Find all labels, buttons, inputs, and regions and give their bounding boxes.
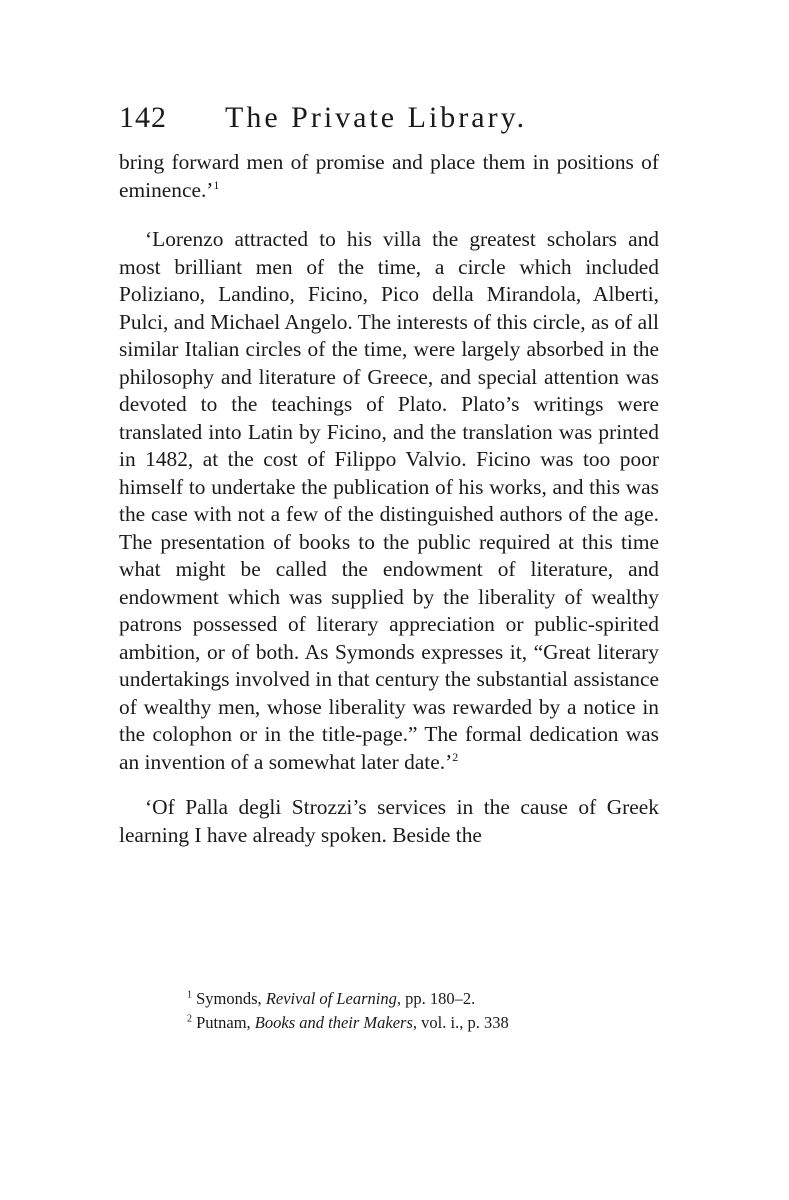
- body-text: [119, 149, 659, 849]
- footnote-title: Books and their Makers: [254, 1013, 413, 1032]
- running-header: [119, 98, 664, 138]
- footnote: [187, 1011, 647, 1035]
- paragraph-continued: [119, 149, 659, 204]
- running-title: The Private Library.: [225, 101, 528, 134]
- paragraph-text: bring forward men of promise and place them in positions of eminence.’: [119, 150, 659, 202]
- footnote-reference: 1: [213, 177, 220, 192]
- footnote-mark: 2: [187, 1013, 192, 1025]
- footnotes: [187, 987, 647, 1035]
- paragraph-text: ‘Of Palla degli Strozzi’s services in the cause of Greek learning I have already spoken. Beside the: [119, 795, 659, 847]
- paragraph: [119, 794, 659, 849]
- footnote-author: Putnam,: [196, 1013, 251, 1032]
- footnote-mark: 1: [187, 989, 192, 1001]
- page-number: 142: [119, 101, 167, 134]
- paragraph: [119, 226, 659, 776]
- footnote-author: Symonds,: [196, 989, 262, 1008]
- footnote-reference: 2: [452, 749, 459, 764]
- footnote-title: Revival of Learning: [265, 989, 397, 1008]
- footnote-pages: , vol. i., p. 338: [412, 1013, 509, 1032]
- paragraph-text: ‘Lorenzo attracted to his villa the greatest scholars and most brilliant men of the time, a circle which included Poliziano, Landino, Ficino, Pico della Mirandola, Alberti, Pulci, and Michael Angelo. The interests of this circle, as of all similar Italian circles of the time, were largely absorbed in the philosophy and literature of Greece, and special attention was devoted to the teachings of Plato. Plato’s writings were translated into Latin by Ficino, and the translation was printed in 1482, at the cost of Filippo Valvio. Ficino was too poor himself to undertake the publication of his works, and this was the case with not a few of the distinguished authors of the age. The presentation of books to the public required at this time what might be called the endowment of literature, and endowment which was supplied by the liberality of wealthy patrons possessed of literary appreciation or public-spirited ambition, or of both. As Symonds expresses it, “Great literary undertakings involved in that century the substantial assistance of wealthy men, whose liberality was rewarded by a notice in the colophon or in the title-page.” The formal dedication was an invention of a somewhat later date.’: [119, 227, 659, 774]
- footnote: [187, 987, 647, 1011]
- footnote-pages: , pp. 180–2.: [396, 989, 476, 1008]
